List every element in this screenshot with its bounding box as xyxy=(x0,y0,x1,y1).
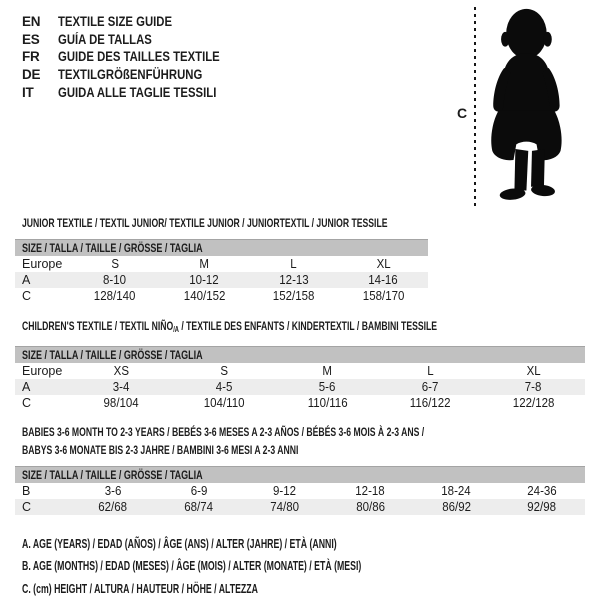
value-cell: 8-10 xyxy=(103,273,127,287)
language-header xyxy=(22,13,251,101)
height-measure-dotted-line xyxy=(474,7,476,207)
value-cell: 158/170 xyxy=(362,289,405,303)
row-label-cell: C xyxy=(22,396,32,410)
value-cell: 3-4 xyxy=(113,380,130,394)
value-cell: 4-5 xyxy=(216,380,233,394)
junior-size-table xyxy=(15,239,428,304)
value-cell: 12-13 xyxy=(279,273,309,287)
size-cell: S xyxy=(220,364,229,378)
size-header-label: SIZE / TALLA / TAILLE / GRÖSSE / TAGLIA xyxy=(22,241,203,255)
size-header-band xyxy=(15,466,585,483)
measurement-legend xyxy=(22,533,507,600)
table-row xyxy=(15,256,428,272)
legend-line-b: B. AGE (MONTHS) / EDAD (MESES) / ÂGE (MOIS) / ALTER (MONATE) / ETÀ (MESI) xyxy=(22,559,362,574)
junior-table-title xyxy=(22,215,530,233)
babies-size-table xyxy=(15,466,585,515)
value-cell: 14-16 xyxy=(368,273,398,287)
value-cell: 6-7 xyxy=(422,380,439,394)
value-cell: 12-18 xyxy=(355,484,386,498)
size-cell: S xyxy=(110,257,119,271)
junior-table-title-text: JUNIOR TEXTILE / TEXTIL JUNIOR/ TEXTILE JUNIOR / JUNIORTEXTIL / JUNIOR TESSILE xyxy=(22,216,388,230)
value-cell: 6-9 xyxy=(190,484,208,498)
value-cell: 152/158 xyxy=(272,289,315,303)
language-row xyxy=(22,83,251,101)
row-label-cell: Europe xyxy=(22,257,63,271)
language-label: GUIDE DES TAILLES TEXTILE xyxy=(58,49,220,65)
value-cell: 110/116 xyxy=(307,396,348,410)
value-cell: 18-24 xyxy=(441,484,471,498)
value-cell: 92/98 xyxy=(527,500,557,514)
size-header-label: SIZE / TALLA / TAILLE / GRÖSSE / TAGLIA xyxy=(22,468,203,482)
row-label-cell: Europe xyxy=(22,364,63,378)
size-cell: XS xyxy=(113,364,130,378)
babies-table-title-line1: BABIES 3-6 MONTH TO 2-3 YEARS / BEBÉS 3-6 MESES A 2-3 AÑOS / BÉBÉS 3-6 MOIS À 2-3 ANS / xyxy=(22,425,425,439)
table-row xyxy=(15,272,428,288)
legend-line-a: A. AGE (YEARS) / EDAD (AÑOS) / ÂGE (ANS) / ALTER (JAHRE) / ETÀ (ANNI) xyxy=(22,537,337,551)
table-row xyxy=(15,288,428,304)
table-row xyxy=(15,363,585,379)
value-cell: 24-36 xyxy=(527,484,557,498)
row-label-cell: A xyxy=(22,380,31,394)
row-label-cell: A xyxy=(22,273,31,287)
value-cell: 68/74 xyxy=(184,500,214,514)
value-cell: 5-6 xyxy=(319,380,336,394)
value-cell: 10-12 xyxy=(189,273,219,287)
value-cell: 140/152 xyxy=(183,289,226,303)
value-cell: 74/80 xyxy=(270,500,299,514)
value-cell: 86/92 xyxy=(441,500,471,514)
row-label-cell: C xyxy=(22,500,32,514)
children-table-title xyxy=(22,318,598,339)
language-label: GUÍA DE TALLAS xyxy=(58,31,152,47)
size-cell: M xyxy=(322,364,333,378)
language-row xyxy=(22,66,251,84)
baby-silhouette-image xyxy=(483,7,568,208)
children-table-grid xyxy=(15,363,585,411)
table-row xyxy=(15,499,585,515)
language-code: FR xyxy=(22,49,40,65)
table-row xyxy=(15,483,585,499)
size-cell: XL xyxy=(526,364,541,378)
language-row xyxy=(22,31,251,49)
size-header-label: SIZE / TALLA / TAILLE / GRÖSSE / TAGLIA xyxy=(22,348,203,362)
language-row xyxy=(22,48,251,66)
value-cell: 3-6 xyxy=(104,484,122,498)
size-header-band xyxy=(15,239,428,256)
language-label: TEXTILE SIZE GUIDE xyxy=(58,14,173,30)
legend-line-c: C. (cm) HEIGHT / ALTURA / HAUTEUR / HÖHE / ALTEZZA xyxy=(22,581,258,596)
language-code: EN xyxy=(22,14,41,30)
value-cell: 98/104 xyxy=(103,396,140,410)
row-label-cell: B xyxy=(22,484,31,498)
babies-table-title xyxy=(22,424,581,459)
value-cell: 7-8 xyxy=(525,380,542,394)
value-cell: 62/68 xyxy=(98,500,128,514)
language-code: DE xyxy=(22,67,41,83)
size-cell: L xyxy=(290,257,297,271)
height-marker-label: C xyxy=(456,105,468,121)
value-cell: 122/128 xyxy=(512,396,555,410)
size-cell: M xyxy=(199,257,210,271)
size-header-band xyxy=(15,346,585,363)
babies-table-grid xyxy=(15,483,585,515)
children-table-title-text: CHILDREN'S TEXTILE / TEXTIL $NIÑO_{/A}$ / TEXTILE DES ENFANTS / KINDERTEXTIL / BAMBINI TESSILE xyxy=(22,319,438,334)
language-label: GUIDA ALLE TAGLIE TESSILI xyxy=(58,84,217,100)
language-code: ES xyxy=(22,31,40,47)
size-cell: XL xyxy=(376,257,391,271)
babies-table-title-line2: BABYS 3-6 MONATE BIS 2-3 JAHRE / BAMBINI 3-6 MESI A 2-3 ANNI xyxy=(22,442,299,457)
value-cell: 116/122 xyxy=(410,396,451,410)
value-cell: 104/110 xyxy=(204,396,245,410)
language-label: TEXTILGRÖßENFÜHRUNG xyxy=(58,67,203,83)
table-row xyxy=(15,395,585,411)
table-row xyxy=(15,379,585,395)
value-cell: 80/86 xyxy=(356,500,385,514)
junior-table-grid xyxy=(15,256,428,304)
value-cell: 128/140 xyxy=(93,289,136,303)
size-cell: L xyxy=(427,364,434,378)
children-size-table xyxy=(15,346,585,411)
language-row xyxy=(22,13,251,31)
value-cell: 9-12 xyxy=(273,484,297,498)
language-code: IT xyxy=(22,84,34,100)
row-label-cell: C xyxy=(22,289,32,303)
